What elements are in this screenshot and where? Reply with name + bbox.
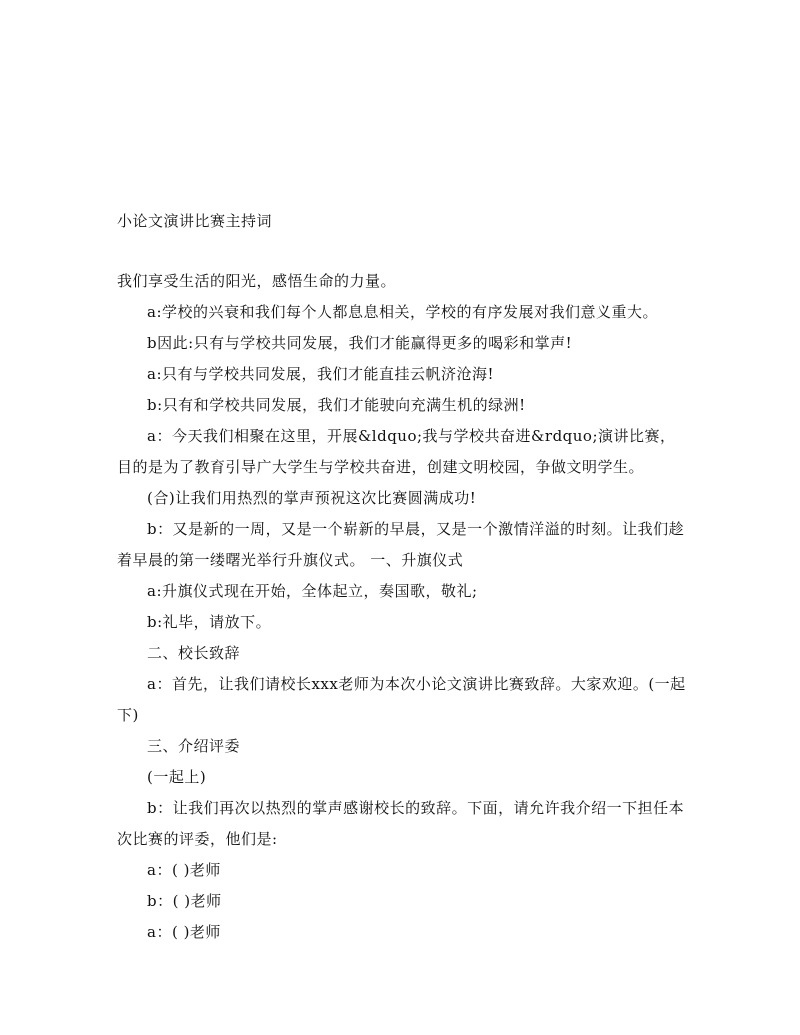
document-body	[117, 266, 687, 948]
paragraph-intro: 我们享受生活的阳光，感悟生命的力量。	[117, 272, 397, 290]
paragraph: b：让我们再次以热烈的掌声感谢校长的致辞。下面，请允许我介绍一下担任本次比赛的评委，他们是:	[117, 799, 685, 848]
paragraph: a:只有与学校共同发展，我们才能直挂云帆济沧海!	[147, 365, 495, 383]
document-title: 小论文演讲比赛主持词	[117, 212, 273, 230]
paragraph: b:只有和学校共同发展，我们才能驶向充满生机的绿洲!	[147, 396, 526, 414]
paragraph: b：( )老师	[147, 892, 222, 910]
paragraph: a：首先，让我们请校长xxx老师为本次小论文演讲比赛致辞。大家欢迎。(一起下)	[117, 675, 686, 724]
paragraph: b:礼毕，请放下。	[147, 613, 272, 631]
paragraph: a：( )老师	[147, 861, 221, 879]
paragraph: b因此:只有与学校共同发展，我们才能赢得更多的喝彩和掌声!	[147, 334, 573, 352]
paragraph: a:学校的兴衰和我们每个人都息息相关，学校的有序发展对我们意义重大。	[147, 303, 658, 321]
paragraph: (一起上)	[147, 768, 207, 786]
section-heading: 二、校长致辞	[147, 644, 241, 662]
section-heading: 三、介绍评委	[147, 737, 241, 755]
paragraph: (合)让我们用热烈的掌声预祝这次比赛圆满成功!	[147, 489, 477, 507]
paragraph: a：( )老师	[147, 923, 221, 941]
paragraph: b：又是新的一周，又是一个崭新的早晨，又是一个激情洋溢的时刻。让我们趁着早晨的第一缕曙光举行升旗仪式。 一、升旗仪式	[117, 520, 685, 569]
paragraph: a:升旗仪式现在开始，全体起立，奏国歌，敬礼;	[147, 582, 478, 600]
paragraph: a：今天我们相聚在这里，开展&ldquo;我与学校共奋进&rdquo;演讲比赛，目的是为了教育引导广大学生与学校共奋进，创建文明校园，争做文明学生。	[117, 427, 676, 476]
